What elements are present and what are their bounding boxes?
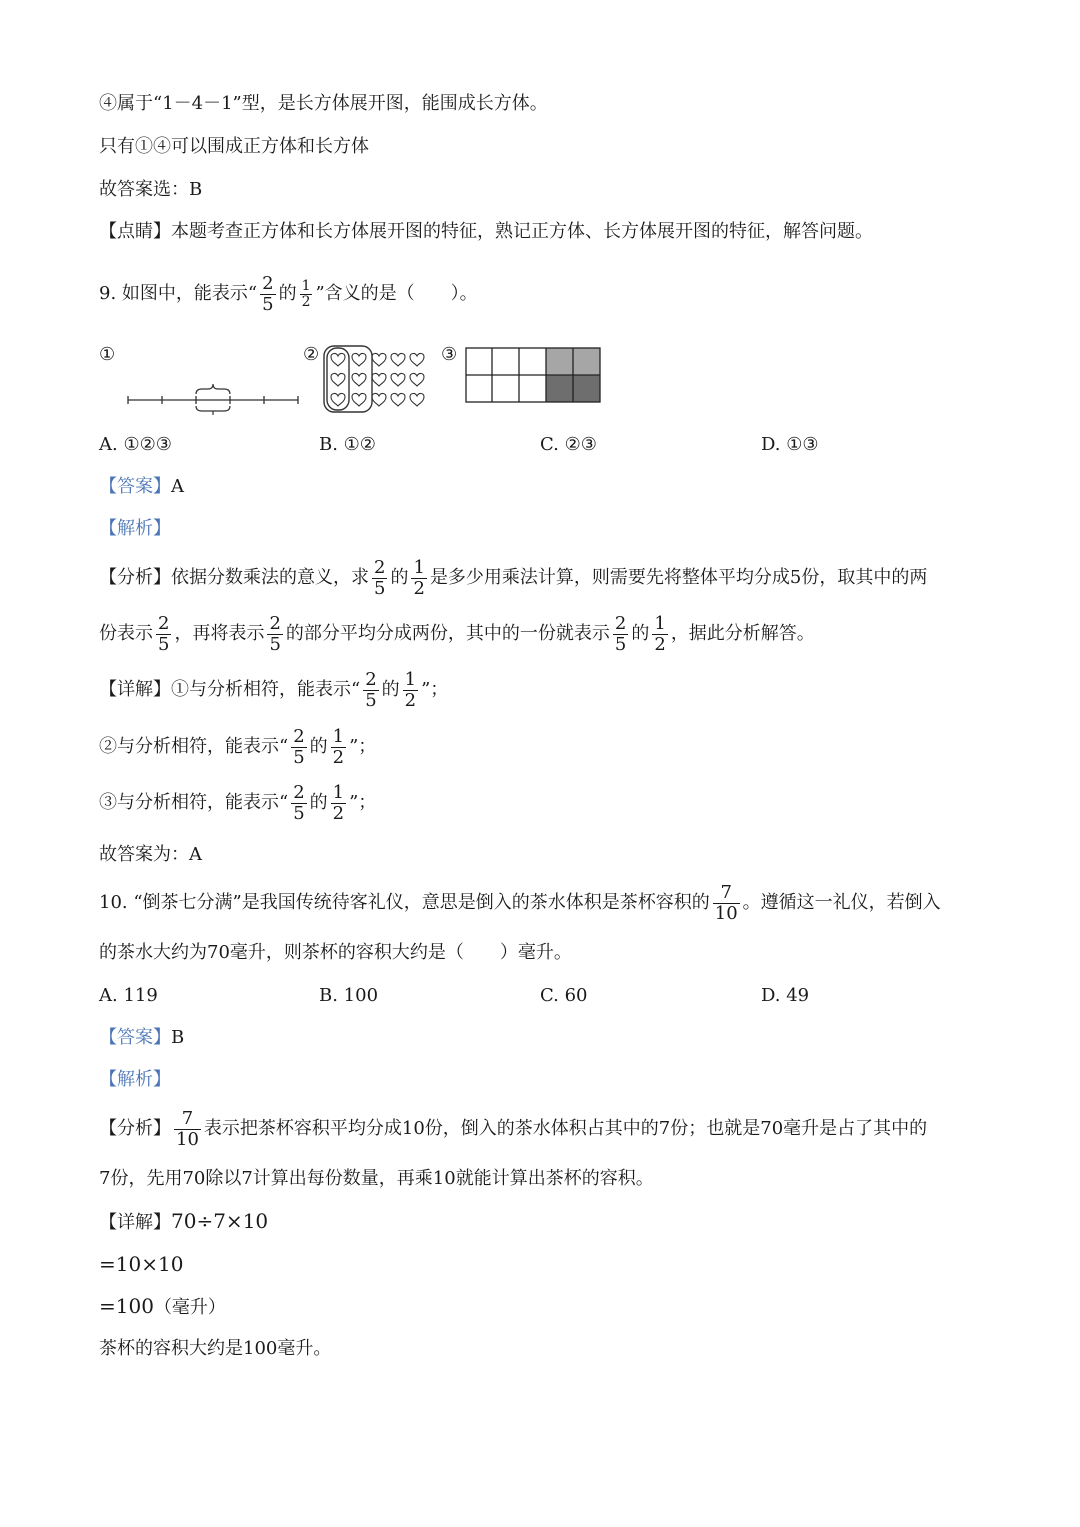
q9-option-a: A. ①②③ (99, 434, 172, 455)
figure3-grid (465, 347, 601, 403)
fraction: $\frac{1}{2}$ (404, 668, 417, 711)
q9-option-b: B. ①② (319, 434, 376, 455)
figure1-line-segment (120, 380, 305, 420)
q10-option-d: D. 49 (761, 985, 810, 1006)
tip-text: 本题考查正方体和长方体展开图的特征，熟记正方体、长方体展开图的特征，解答问题。 (171, 221, 873, 242)
q9-final: 故答案为：A (99, 844, 202, 865)
fig3-label: ③ (441, 344, 458, 365)
fraction: $\frac{2}{5}$ (262, 272, 274, 315)
fraction: $\frac{1}{2}$ (332, 725, 345, 768)
q9-fenxi-line2: 份表示 $\frac{2}{5}$ ，再将表示 $\frac{2}{5}$ 的部分平均分成两份，其中的一份就表示 $\frac{2}{5}$ 的 $\frac{1}{2}$ ，据此分析解答。 (99, 612, 815, 655)
tip-line (99, 219, 873, 245)
fraction: $\frac{2}{5}$ (614, 612, 627, 655)
fraction: $\frac{1}{2}$ (654, 612, 666, 655)
q10-fenxi-line2: 7份，先用70除以7计算出每份数量，再乘10就能计算出茶杯的容积。 (99, 1168, 654, 1189)
q9-option-d: D. ①③ (761, 434, 819, 455)
fraction: $\frac{2}{5}$ (293, 725, 305, 768)
fraction: $\frac{2}{5}$ (269, 612, 281, 655)
fraction: $\frac{7}{10}$ (176, 1107, 199, 1150)
q9-detail-1: 【详解】①与分析相符，能表示“ $\frac{2}{5}$ 的 $\frac{1}{2}$ ”； (99, 668, 449, 711)
q9-fenxi-line1: 【分析】依据分数乘法的意义，求 $\frac{2}{5}$ 的 $\frac{1}{2}$ 是多少用乘法计算，则需要先将整体平均分成5份，取其中的两 (99, 556, 928, 599)
q10-detail-calc2: =10×10 (99, 1252, 184, 1276)
tip-tag: 【点睛】 (99, 221, 171, 242)
figure2-hearts (322, 346, 430, 412)
q9-jiexi: 【解析】 (99, 518, 171, 539)
fraction: $\frac{1}{2}$ (332, 781, 345, 824)
q10-option-a: A. 119 (99, 985, 158, 1006)
fig2-label: ② (303, 344, 320, 365)
q10-stem-line2: 的茶水大约为70毫升，则茶杯的容积大约是（ ）毫升。 (99, 942, 572, 963)
analysis-item4: ④属于“1－4－1”型，是长方体展开图，能围成长方体。 (99, 93, 548, 114)
q10-option-c: C. 60 (540, 985, 588, 1006)
q10-jiexi: 【解析】 (99, 1069, 171, 1090)
analysis-answer: 故答案选：B (99, 179, 203, 200)
analysis-only: 只有①④可以围成正方体和长方体 (99, 136, 369, 157)
q9-option-c: C. ②③ (540, 434, 597, 455)
fig1-label: ① (99, 344, 116, 365)
fraction: $\frac{2}{5}$ (365, 668, 377, 711)
q10-detail-calc1: 【详解】70÷7×10 (99, 1209, 269, 1233)
q9-detail-2: ②与分析相符，能表示“ $\frac{2}{5}$ 的 $\frac{1}{2}$ ”； (99, 725, 377, 768)
fraction: $\frac{2}{5}$ (158, 612, 170, 655)
q10-fenxi-line1: 【分析】 $\frac{7}{10}$ 表示把茶杯容积平均分成10份，倒入的茶水体积占其中的7份；也就是70毫升是占了其中的 (99, 1107, 928, 1150)
q10-stem-line1: 10. “倒茶七分满”是我国传统待客礼仪，意思是倒入的茶水体积是茶杯容积的 $\frac{7}{10}$ 。遵循这一礼仪，若倒入 (99, 881, 941, 924)
fraction: $\frac{2}{5}$ (293, 781, 305, 824)
fraction: $\frac{7}{10}$ (714, 881, 738, 924)
q10-option-b: B. 100 (319, 985, 379, 1006)
q9-stem: 9. 如图中，能表示“ $\frac{2}{5}$ 的 $\frac{1}{2}$ ”含义的是（ ）。 (99, 272, 478, 315)
q10-conclusion: 茶杯的容积大约是100毫升。 (99, 1338, 332, 1359)
fraction: $\frac{1}{2}$ (413, 556, 425, 599)
q10-detail-calc3: =100（毫升） (99, 1294, 226, 1318)
q10-answer: 【答案】B (99, 1027, 185, 1048)
q9-detail-3: ③与分析相符，能表示“ $\frac{2}{5}$ 的 $\frac{1}{2}$ ”； (99, 781, 377, 824)
fraction: $\frac{2}{5}$ (374, 556, 386, 599)
q9-answer: 【答案】A (99, 476, 184, 497)
fraction: $\frac{1}{2}$ (301, 277, 311, 310)
